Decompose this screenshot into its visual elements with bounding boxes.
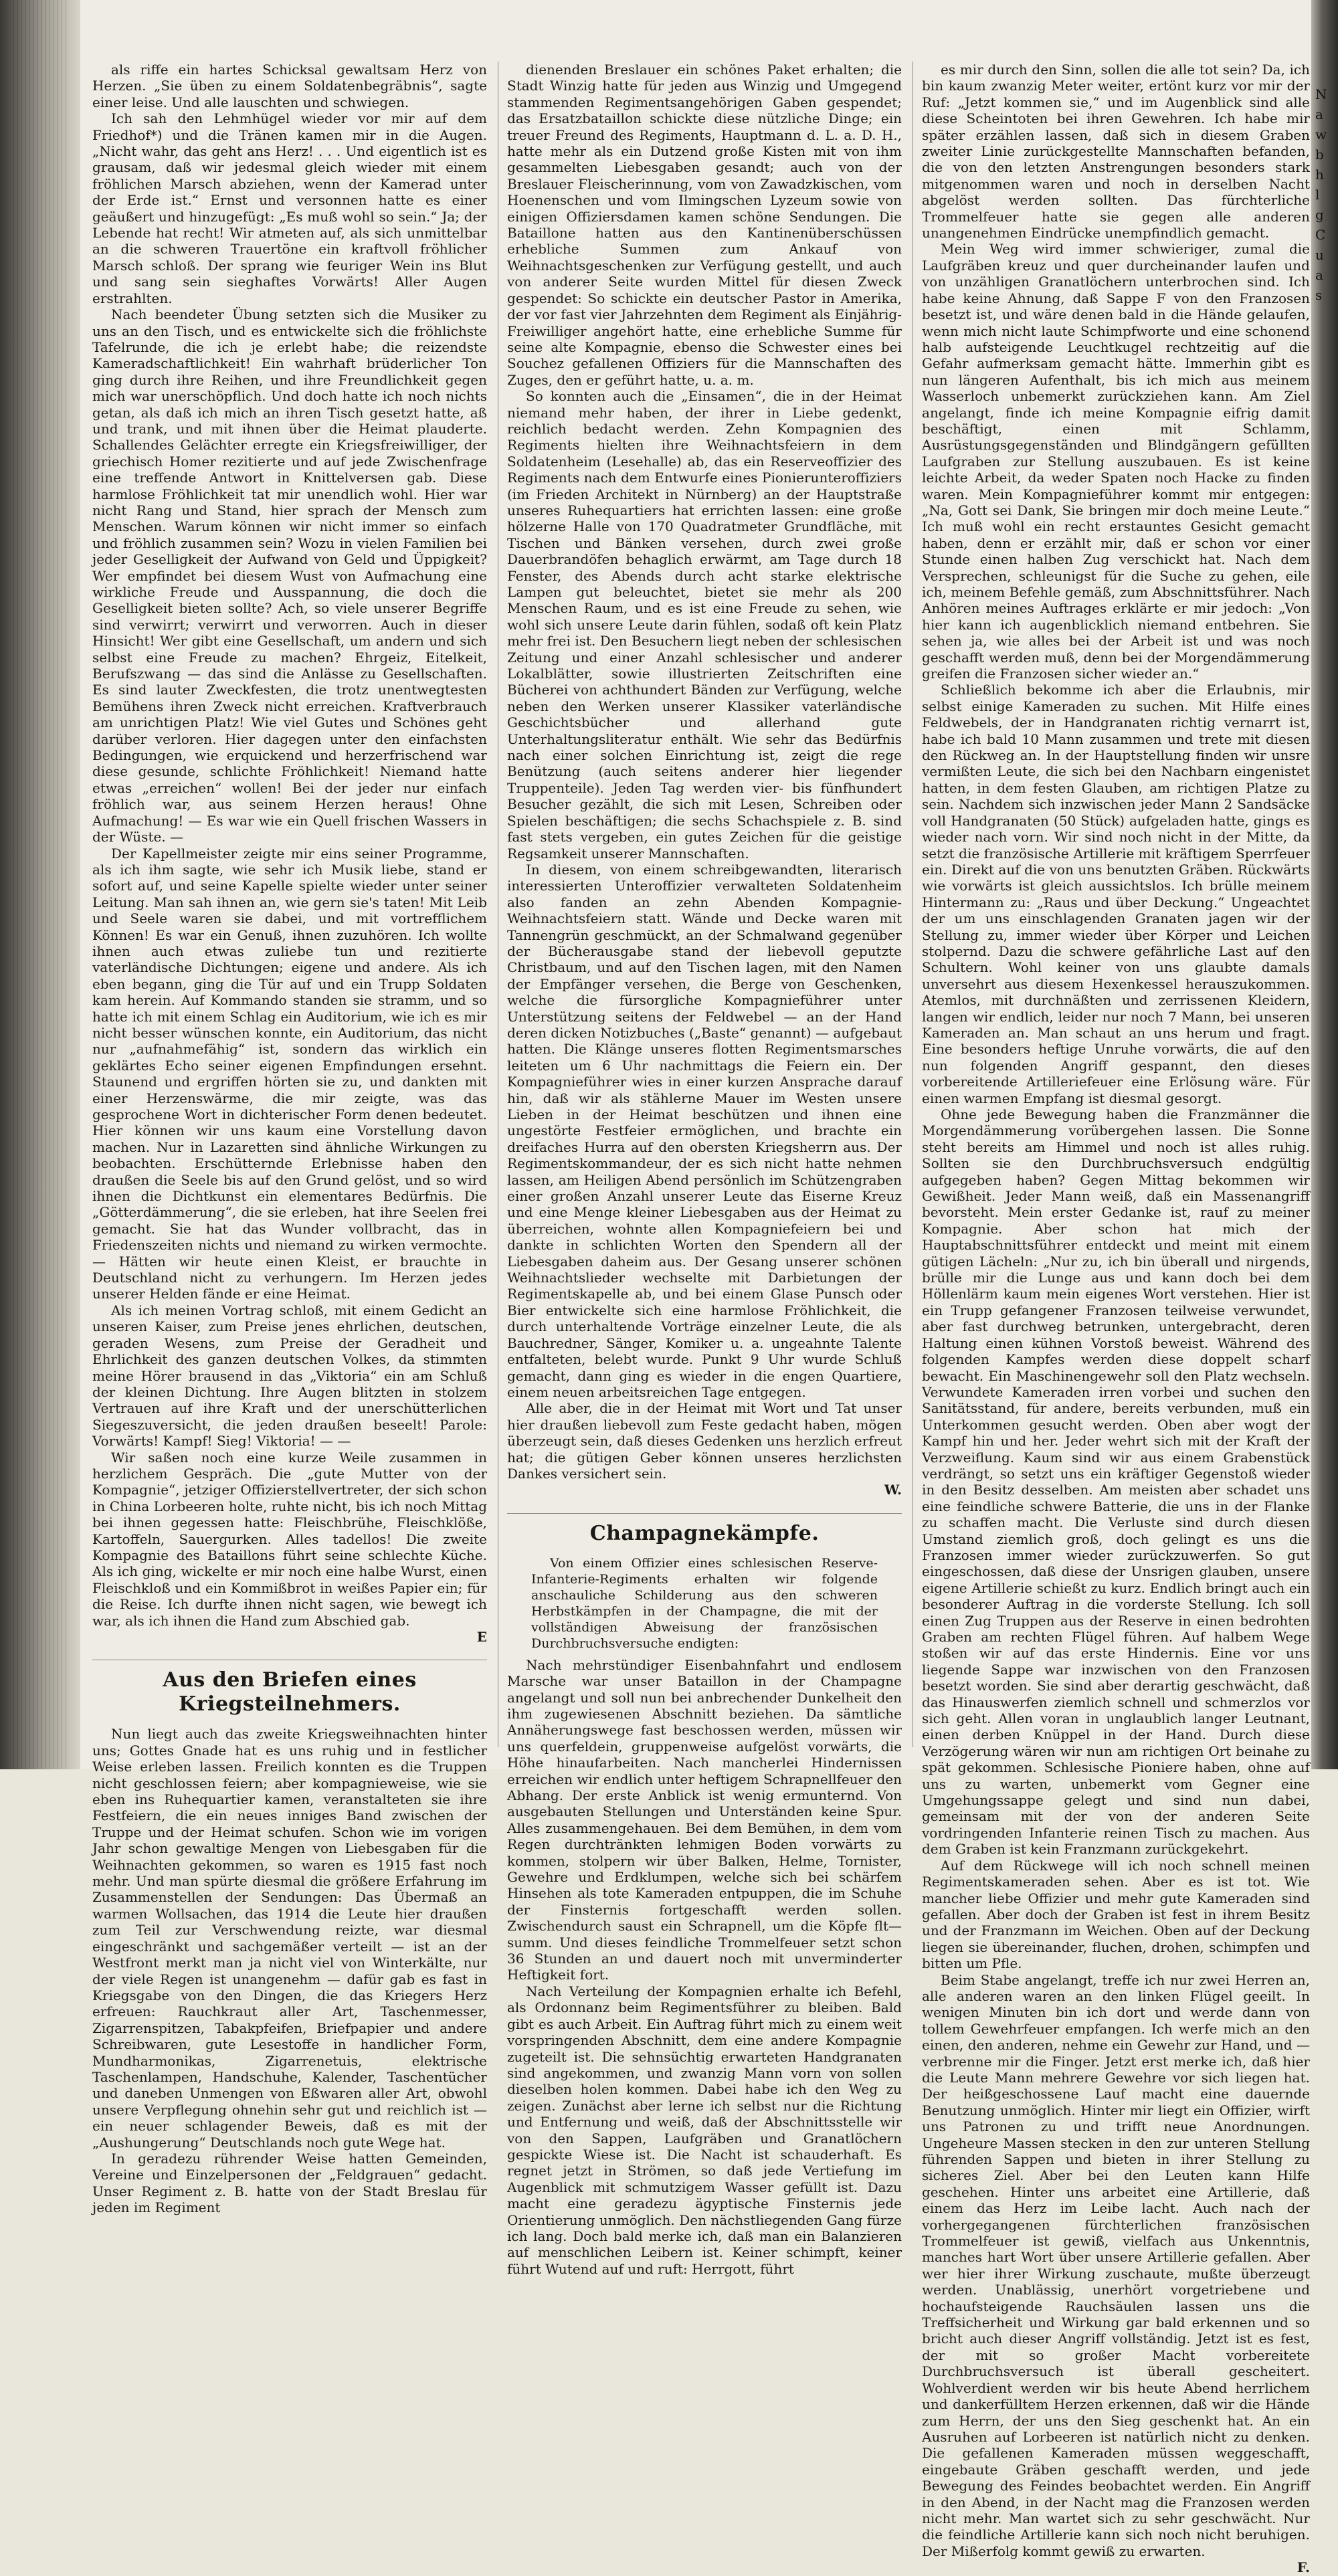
col3-paragraph: Auf dem Rückwege will ich noch schnell meinen Regimentskameraden sehen. Aber es ist tot. Wie mancher liebe Offizier und mehr gute Kameraden sind gefallen. Aber doch der Graben ist fest in ihrem Besitz und der Franzmann im Weichen. Oben auf der Deckung liegen sie übereinander, fluchen, drohen, schimpfen und bitten um Pfle. — [922, 1857, 1310, 1972]
col3-paragraph: Mein Weg wird immer schwieriger, zumal die Laufgräben kreuz und quer durcheinander laufen und von unzähligen Granatlöchern unterbrochen sind. Ich habe keine Ahnung, daß Sappe F von den Franzosen besetzt ist, und wäre denen bald in die Hände gelaufen, wenn mich nicht laute Schimpfworte und eine schonend halb aufsteigende Leuchtkugel rechtzeitig auf die Gefahr aufmerksam gemacht hätte. Immerhin gibt es nun längeren Aufenthalt, bis ich mich aus meinem Wasserloch unbemerkt zurückziehen kann. Am Ziel angelangt, finde ich meine Kompagnie eifrig damit beschäftigt, einen mit Schlamm, Ausrüstungsgegenständen und Blindgängern gefüllten Laufgraben zur Stellung auszubauen. Es ist keine leichte Arbeit, da weder Spaten noch Hacke zu finden waren. Mein Kompagnieführer kommt mir entgegen: „Na, Gott sei Dank, Sie bringen mir doch meine Leute.“ Ich muß wohl ein recht erstauntes Gesicht gemacht haben, denn er erzählt mir, daß er schon vor einer Stunde einen halben Zug verschickt hat. Nach dem Versprechen, schleunigst für die Suche zu gehen, eile ich, meinem Befehle gemäß, zum Abschnittsführer. Nach Anhören meines Auftrages erklärte er mir jedoch: „Von hier kann ich augenblicklich niemand entbehren. Sie sehen ja, wie alles bei der Arbeit ist und was noch geschafft werden muß, denn bei der Morgendämmerung greifen die Franzosen sicher wieder an.“ — [922, 241, 1310, 682]
next-page-letter: a — [1315, 267, 1323, 283]
col2-paragraph: In diesem, von einem schreibgewandten, literarisch interessierten Unteroffizier verwalteten Soldatenheim also fanden an zehn Abenden Kompagnie-Weihnachtsfeiern statt. Wände und Decke waren mit Tannengrün geschmückt, an der Schmalwand gegenüber der Bücherausgabe stand der liebevoll geputzte Christbaum, und auf den Tischen lagen, mit den Namen der Empfänger versehen, die Berge von Geschenken, welche die fürsorgliche Kompagnieführer unter Unterstützung seitens der Feldwebel — an der Hand deren dicken Notizbuches („Baste“ genannt) — aufgebaut hatten. Die Klänge unseres flotten Regimentsmarsches leiteten um 6 Uhr nachmittags die Feiern ein. Der Kompagnieführer wies in einer kurzen Ansprache darauf hin, daß wir als stählerne Mauer im Westen unsere Lieben in der Heimat beschützen und ihnen eine ungestörte Festfeier ermöglichen, und brachte ein dreifaches Hurra auf den obersten Kriegsherrn aus. Der Regimentskommandeur, der es sich nicht hatte nehmen lassen, am Heiligen Abend persönlich im Schützengraben einer großen Anzahl unserer Leute das Eiserne Kreuz und eine Menge kleiner Liebesgaben aus der Heimat zu überreichen, wohnte allen Kompagniefeiern bei und dankte in schlichten Worten den Spendern all der Liebesgaben daheim aus. Der Gesang unserer schönen Weihnachtslieder wechselte mit Darbietungen der Regimentskapelle ab, und bei einem Glase Punsch oder Bier entwickelte sich eine harmlose Fröhlichkeit, die durch unterhaltende Vorträge einzelner Leute, die als Bauchredner, Sänger, Komiker u. a. ungeahnte Talente entfalteten, belebt wurde. Punkt 9 Uhr wurde Schluß gemacht, dann ging es wieder in die engen Quartiere, einem neuen arbeitsreichen Tage entgegen. — [507, 861, 902, 1400]
next-page-letter: l — [1315, 187, 1320, 203]
column-1-body — [92, 62, 487, 1629]
next-page-letter: a — [1315, 106, 1323, 122]
next-page-edge — [1311, 0, 1338, 1769]
next-page-letter: C — [1315, 227, 1326, 243]
col1-paragraph: Der Kapellmeister zeigte mir eins seiner Programme, als ich ihm sagte, wie sehr ich Musik liebe, stand er sofort auf, und seine Kapelle spielte wieder unter seiner Leitung. Man sah ihnen an, wie gern sie's taten! Mit Leib und Seele waren sie dabei, und mit vortrefflichem Können! Es war ein Genuß, ihnen zuzuhören. Ich wollte ihnen auch etwas zuliebe tun und rezitierte vaterländische Dichtungen; eigene und andere. Als ich eben begann, ging die Tür auf und ein Trupp Soldaten kam herein. Auf Kommando standen sie stramm, und so hatte ich mit einem Schlag ein Auditorium, wie ich es mir nicht besser wünschen konnte, ein Auditorium, das nicht nur „aufnahmefähig“ ist, sondern das wirklich ein geklärtes Echo seiner eigenen Empfindungen ersehnt. Staunend und ergriffen hörten sie zu, und dankten mit einer Herzenswärme, die mir zeigte, was das gesprochene Wort in dichterischer Form denen bedeutet. Hier können wir uns kaum eine Vorstellung davon machen. Nur in Lazaretten sind ähnliche Wirkungen zu beobachten. Erschütternde Erlebnisse haben den draußen die Seele bis auf den Grund gelöst, und so wird ihnen die Dichtkunst ein elementares Bedürfnis. Die „Götterdämmerung“, die sie erleben, hat ihre Seelen frei gemacht. Sie hat das Wunder vollbracht, das in Friedenszeiten nichts und niemand zu wirken vermochte. — Hätten wir heute einen Kleist, er brauchte in Deutschland nicht zu verhungern. Im Herzen jedes unserer Helden fände er eine Heimat. — [92, 845, 487, 1302]
col1-paragraph: Nach beendeter Übung setzten sich die Musiker zu uns an den Tisch, und es entwickelte sich die fröhlichste Tafelrunde, die ich je erlebt habe; die reizendste Kameradschaftlichkeit! Ein wahrhaft brüderlicher Ton ging durch ihre Reihen, und ihre Freundlichkeit gegen mich war unerschöpflich. Und doch hatte ich noch nichts getan, als daß ich mich an ihren Tisch gesetzt hatte, aß und trank, und mit ihnen über die Heimat plauderte. Schallendes Gelächter erregte ein Kriegsfreiwilliger, der griechisch Homer rezitierte und auf jede Zwischenfrage eine treffende Antwort in Knittelversen gab. Diese harmlose Fröhlichkeit tat mir unendlich wohl. Hier war nicht Rang und Stand, hier sprach der Mensch zum Menschen. Warum können wir nicht immer so einfach und fröhlich zusammen sein? Wozu in vielen Familien bei jeder Geselligkeit der Aufwand von Geld und Üppigkeit? Wer empfindet bei diesem Wust von Aufmachung eine wirkliche Freude und Ausspannung, die doch die Geselligkeit bieten sollte? Ach, so viele unserer Begriffe sind verwirrt; verwirrt und verworren. Auch in dieser Hinsicht! Wer gibt eine Gesellschaft, um andern und sich selbst eine Freude zu machen? Ehrgeiz, Eitelkeit, Berufszwang — das sind die Anlässe zu Gesellschaften. Es sind lauter Zweckfesten, die trotz unentwegtesten Bemühens ihren Zweck nicht erreichen. Kraftverbrauch am unrichtigen Platz! Wie viel Gutes und Schönes geht darüber verloren. Hier dagegen unter den einfachsten Bedingungen, wie erquickend und herzerfrischend war diese gesunde, schlichte Fröhlichkeit! Niemand hatte etwas „erreichen“ wollen! Bei der jeder nur einfach fröhlich war, aus seinem Herzen heraus! Ohne Aufmachung! — Es war wie ein Quell frischen Wassers in der Wüste. — — [92, 306, 487, 846]
col2-paragraph: dienenden Breslauer ein schönes Paket erhalten; die Stadt Winzig hatte für jeden aus Winzig und Umgegend stammenden Regimentsangehörigen Gaben gespendet; das Ersatzbataillon schickte diese nützliche Dinge; ein treuer Freund des Regiments, Hauptmann d. L. a. D. H., hatte mehr als ein Dutzend große Kisten mit von ihm gesammelten Liebesgaben gesandt; auch von der Breslauer Fleischerinnung, vom von Zawadzkischen, vom Hoenenschen und vom Ilmingschen Lyzeum sowie von einigen Offiziersdamen kamen schöne Sendungen. Die Bataillone hatten aus den Kantinenüberschüssen erhebliche Summen zum Ankauf von Weihnachtsgeschenken zur Verfügung gestellt, und auch von anderer Seite wurden Mittel für diesen Zweck gespendet: So schickte ein deutscher Pastor in Amerika, der vor fast vier Jahrzehnten dem Regiment als Einjährig-Freiwilliger angehört hatte, eine erhebliche Summe für seine alte Kompagnie, ebenso die Schwester eines bei Souchez gefallenen Offiziers für die Mannschaften des Zuges, den er geführt hatte, u. a. m. — [507, 62, 902, 388]
col3-paragraph: Ohne jede Bewegung haben die Franzmänner die Morgendämmerung vorübergehen lassen. Die Sonne steht bereits am Himmel und noch ist alles ruhig. Sollten sie den Durchbruchsversuch endgültig aufgegeben haben? Gegen Mittag bekommen wir Gewißheit. Jeder Mann weiß, daß ein Massenangriff bevorsteht. Mein erster Gedanke ist, rauf zu meiner Kompagnie. Aber schon hat mich der Hauptabschnittsführer entdeckt und meint mit einem gütigen Lächeln: „Nur zu, ich bin überall und nirgends, brülle mir die Lunge aus und kann doch bei dem Höllenlärm kaum mein eigenes Wort verstehen. Hier ist ein Trupp gefangener Franzosen teilweise verwundet, aber fast durchweg betrunken, untergebracht, deren Haltung einen kühnen Vorstoß beweist. Während des folgenden Kampfes werden diese doppelt scharf bewacht. Ein Maschinengewehr soll den Platz wechseln. Verwundete Kameraden irren vorbei und suchen den Sanitätsstand, für andere, bereits verbunden, muß ein Unterkommen gesucht werden. Oben aber wogt der Kampf hin und her. Jeder wehrt sich mit der Kraft der Verzweiflung. Kaum sind wir aus einem Grabenstück verdrängt, so setzt uns ein kräftiger Gegenstoß wieder in den Besitz desselben. Am meisten aber schadet uns eine feindliche schwere Batterie, die uns in der Flanke zu schaffen macht. Die Verluste sind durch diesen Umstand ziemlich groß, doch gelingt es uns die Franzosen immer wieder zurückzuwerfen. So gut eingeschossen, daß diese der Unsrigen glauben, unsere eigene Artillerie schießt zu kurz. Endlich bringt auch ein besonderer Auftrag in die vorderste Stellung. Ich soll einen Zug Truppen aus der Reserve in einen bedrohten Graben am rechten Flügel führen. Auf halbem Wege stoßen wir auf das erste Hindernis. Eine vor uns liegende Sappe war inzwischen von den Franzosen besetzt worden. Sie sind aber derartig geschwächt, daß das Hinauswerfen ziemlich schnell und schmerzlos vor sich geht. Allen voran in unglaublich langer Leutnant, einen derben Knüppel in der Hand. Durch diese Verzögerung wären wir nun am richtigen Ort beinahe zu spät gekommen. Schlesische Pioniere haben, ohne auf uns zu warten, unbemerkt vom Gegner eine Umgehungssappe gelegt und sind nun dabei, gemeinsam mit der von der anderen Seite vordringenden Infanterie reinen Tisch zu machen. Aus dem Graben ist kein Franzmann zurückgekehrt. — [922, 1106, 1310, 1858]
col3-paragraph: es mir durch den Sinn, sollen die alle tot sein? Da, ich bin kaum zwanzig Meter weiter, ertönt kurz vor mir der Ruf: „Jetzt kommen sie,“ und im Augenblick sind alle diese Scheintoten bei ihren Gewehren. Ich habe mir später erzählen lassen, daß sich in diesem Graben zweiter Linie zurückgestellte Mannschaften befanden, die von den letzten Anstrengungen besonders stark mitgenommen waren und noch in derselben Nacht abgelöst werden sollten. Das fürchterliche Trommelfeuer hatte sie gegen alle anderen unangenehmen Eindrücke unempfindlich gemacht. — [922, 62, 1310, 241]
col2b-paragraph: Nach Verteilung der Kompagnien erhalte ich Befehl, als Ordonnanz beim Regimentsführer zu bleiben. Bald gibt es auch Arbeit. Ein Auftrag führt mich zu einem weit vorspringenden Abschnitt, dem eine andere Kompagnie zugeteilt ist. Die sehnsüchtig erwarteten Handgranaten sind angekommen, und zwanzig Mann vorn von sollen dieselben holen kommen. Dabei habe ich den Weg zu zeigen. Zunächst aber lerne ich selbst nur die Richtung und Entfernung und weiß, daß der Abschnittsstelle wir von den Sappen, Laufgräben und Granatlöchern gespickte Wiese ist. Die Nacht ist schauderhaft. Es regnet jetzt in Strömen, so daß jede Vertiefung im Augenblick mit schmutzigem Wasser gefüllt ist. Dazu macht eine geradezu ägyptische Finsternis jede Orientierung unmöglich. Den nächstliegenden Gang fürze ich lang. Doch bald merke ich, daß man ein Balanzieren auf menschlichen Leibern ist. Keiner schimpft, keiner führt Wutend auf und ruft: Herrgott, führt — [507, 1983, 902, 2277]
col1-paragraph: Als ich meinen Vortrag schloß, mit einem Gedicht an unseren Kaiser, zum Preise jenes ehrlichen, deutschen, geraden Wesens, zum Preise der Geradheit und Ehrlichkeit des ganzen deutschen Volkes, da stimmten meine Hörer brausend in das „Viktoria“ ein am Schluß der kleinen Dichtung. Ihre Augen blitzten in stolzem Vertrauen auf ihre Kraft und der unerschütterlichen Siegeszuversicht, die jeden draußen beseelt! Parole: Vorwärts! Kampf! Sieg! Viktoria! — — — [92, 1302, 487, 1450]
col1-paragraph: Ich sah den Lehmhügel wieder vor mir auf dem Friedhof*) und die Tränen kamen mir in die Augen. „Nicht wahr, das geht ans Herz! . . . Und eigentlich ist es grausam, daß wir jedesmal gleich wieder mit einem fröhlichen Marsch abziehen, wenn der Kamerad unter der Erde ist.“ Ernst und versonnen hatte es einer geäußert und hinzugefügt: „Es muß wohl so sein.“ Ja; der Lebende hat recht! Wir atmeten auf, als sich unmittelbar an die schweren Trauertöne ein kraftvoll fröhlicher Marsch schloß. Der sprang wie feuriger Wein ins Blut und sang sein sieghaftes Vorwärts! Aller Augen erstrahlten. — [92, 110, 487, 306]
column-2-body-2 — [507, 1657, 902, 2277]
column-3-body — [922, 62, 1310, 2559]
column-2 — [507, 62, 902, 2277]
col1b-paragraph: In geradezu rührender Weise hatten Gemeinden, Vereine und Einzelpersonen der „Feldgrauen“ gedacht. Unser Regiment z. B. hatte von der Stadt Breslau für jeden im Regiment — [92, 2150, 487, 2216]
next-page-letter: h — [1315, 167, 1324, 183]
col1-paragraph: als riffe ein hartes Schicksal gewaltsam Herz von Herzen. „Sie üben zu einem Soldatenbegräbnis“, sagte einer leise. Und alle lauschten und schwiegen. — [92, 62, 487, 110]
binding-lines — [13, 0, 67, 1769]
column-3 — [922, 62, 1310, 2576]
column-2-body — [507, 62, 902, 1482]
next-page-letter: g — [1315, 207, 1324, 223]
column-1-signature: E — [476, 1629, 487, 1645]
column-3-signature: F. — [1297, 2559, 1310, 2576]
col1b-paragraph: Nun liegt auch das zweite Kriegsweihnachten hinter uns; Gottes Gnade hat es uns ruhig und in festlicher Weise erleben lassen. Freilich konnten es die Truppen nicht geschlossen feiern; aber kompagnieweise, wie sie eben ins Ruhequartier kamen, veranstalteten sie ihre Festfeiern, die ein neues inniges Band zwischen der Truppe und der Heimat schufen. Schon wie im vorigen Jahr schon gewaltige Mengen von Liebesgaben für die Weihnachten gekommen, so waren es 1915 fast noch mehr. Und man spürte diesmal die größere Erfahrung im Zusammenstellen der Sendungen: Das Übermaß an warmen Wollsachen, das 1914 die Leute hier draußen zum Teil zur Verschwendung reizte, war diesmal eingeschränkt und sachgemäßer verteilt — ist an der Westfront merkt man ja nicht viel von Winterkälte, nur der viele Regen ist unangenehm — dafür gab es fast in Kriegsgabe von den Dingen, die das Kriegers Herz erfreuen: Rauchkraut aller Art, Taschenmesser, Zigarrenspitzen, Tabakpfeifen, Briefpapier und andere Schreibwaren, gute Lesestoffe in handlicher Form, Mundharmonikas, Zigarrenetuis, elektrische Taschenlampen, Handschuhe, Kalender, Taschentücher und daneben Unmengen von Eßwaren aller Art, obwohl unsere Verpflegung ohnehin sehr gut und reichlich ist — ein neuer schlagender Beweis, daß es mit der „Aushungerung“ Deutschlands noch gute Wege hat. — [92, 1726, 487, 2151]
col2b-paragraph: Nach mehrstündiger Eisenbahnfahrt und endlosem Marsche war unser Bataillon in der Champagne angelangt und soll nun bei anbrechender Dunkelheit den ihm zugewiesenen Abschnitt beziehen. Da sämtliche Annäherungswege fast beschossen werden, müssen wir uns querfeldein, gruppenweise aufgelöst vorwärts, die Höhe hinaufarbeiten. Nach mancherlei Hindernissen erreichen wir endlich unter heftigem Schrapnellfeuer den Abhang. Der erste Anblick ist wenig ermunternd. Von ausgebauten Stellungen und Unterständen keine Spur. Alles zusammengehauen. Bei dem Bemühen, in dem vom Regen durchtränkten lehmigen Boden vorwärts zu kommen, stolpern wir über Balken, Helme, Tornister, Gewehre und Erdklumpen, welche sich bei schärfem Hinsehen als tote Kameraden entpuppen, die im Schuhe der Finsternis fortgeschafft werden sollen. Zwischendurch saust ein Schrapnell, um die Köpfe flt—summ. Und dieses feindliche Trommelfeuer setzt schon 36 Stunden an und dauert noch mit unverminderter Heftigkeit fort. — [507, 1656, 902, 1983]
col3-paragraph: Schließlich bekomme ich aber die Erlaubnis, mir selbst einige Kameraden zu suchen. Mit Hilfe eines Feldwebels, der in Handgranaten richtig vernarrt ist, habe ich bald 10 Mann zusammen und trete mit diesen den Rückweg an. In der Hauptstellung finden wir unsre vermißten Leute, die sich bei den Nachbarn eingenistet hatten, in dem festen Glauben, am richtigen Platze zu sein. Nachdem sich inzwischen jeder Mann 2 Sandsäcke voll Handgranaten (50 Stück) aufgeladen hatte, gings es wieder nach vorn. Wir sind noch nicht in der Mitte, da setzt die französische Artillerie mit kräftigem Sperrfeuer ein. Direkt auf die von uns benutzten Gräben. Rückwärts wie vorwärts ist gleich aussichtslos. Ich brülle meinem Hintermann zu: „Raus und über Deckung.“ Ungeachtet der um uns einschlagenden Granaten jagen wir der Stellung zu, immer wieder über Körper und Leichen stolpernd. Dazu die schwere gefährliche Last auf den Schultern. Wohl keiner von uns glaubte damals unversehrt aus diesem Hexenkessel herauszukommen. Atemlos, mit durchnäßten und zerrissenen Kleidern, langen wir endlich, leider nur noch 7 Mann, bei unseren Kameraden an. Man schaut an uns herum und fragt. Eine besonders heftige Unruhe vorwärts, die auf den nun folgenden Angriff gespannt, den dieses vorbereitende Artilleriefeuer eine Erlösung wäre. Für einen warmen Empfang ist diesmal gesorgt. — [922, 682, 1310, 1106]
col2-paragraph: So konnten auch die „Einsamen“, die in der Heimat niemand mehr haben, der ihrer in Liebe gedenkt, reichlich bedacht werden. Zehn Kompagnien des Regiments hielten ihre Weihnachtsfeiern in dem Soldatenheim (Lesehalle) ab, das ein Reserveoffizier des Regiments nach dem Entwurfe eines Pionierunteroffiziers (im Frieden Architekt in Nürnberg) an der Hauptstraße unseres Ruhequartiers hat errichten lassen: eine große hölzerne Halle von 170 Quadratmeter Grundfläche, mit Tischen und Bänken versehen, durch zwei große Dauerbrandöfen behaglich erwärmt, am Tage durch 18 Fenster, des Abends durch acht starke elektrische Lampen gut beleuchtet, bietet sie mehr als 200 Menschen Raum, und es ist eine Freude zu sehen, wie wohl sich unsere Leute darin fühlen, sodaß oft kein Platz mehr frei ist. Den Besuchern liegt neben der schlesischen Zeitung und einer Anzahl schlesischer und anderer Lokalblätter, sowie illustrierten Zeitschriften eine Bücherei von achthundert Bänden zur Verfügung, welche neben den Werken unserer Klassiker vaterländische Geschichtsbücher und allerhand gute Unterhaltungsliteratur enthält. Wie sehr das Bedürfnis nach einer solchen Einrichtung ist, zeigt die rege Benützung (auch seitens anderer hier liegender Truppenteile). Jeden Tag werden vier- bis fünfhundert Besucher gezählt, die sich mit Lesen, Schreiben oder Spielen beschäftigen; die sechs Schachspiele z. B. sind fast stets vergeben, ein gutes Zeichen für die geistige Regsamkeit unserer Mannschaften. — [507, 388, 902, 862]
column-1 — [92, 62, 487, 2216]
col2-paragraph: Alle aber, die in der Heimat mit Wort und Tat unser hier draußen liebevoll zum Feste gedacht haben, mögen überzeugt sein, daß dieses Gedenken uns herzlich erfreut hat; die gütigen Geber können unseres herzlichsten Dankes versichert sein. — [507, 1400, 902, 1482]
col3-paragraph: Beim Stabe angelangt, treffe ich nur zwei Herren an, alle anderen waren an den linken Flügel geeilt. In wenigen Minuten bin ich dort und werde dann von tollem Gewehrfeuer empfangen. Ich werfe mich an den einen, den anderen, nehme ein Gewehr zur Hand, und — verbrenne mir die Finger. Jetzt erst merke ich, daß hier die Leute Mann mehrere Gewehre vor sich liegen hat. Der heißgeschossene Lauf macht eine dauernde Benutzung unmöglich. Hinter mir liegt ein Offizier, wirft uns Patronen zu und trifft neue Anordnungen. Ungeheure Massen stecken in den zur unteren Stellung führenden Sappen und bieten in ihrer Stellung zu sicheres Ziel. Aber bei den Leuten kann Hilfe geschehen. Hinter uns arbeitet eine Artillerie, daß einem das Herz im Leibe lacht. Auch nach der vorhergegangenen fürchterlichen französischen Trommelfeuer ist gewiß, vielfach aus Unkenntnis, manches hart Wort über unsere Artillerie gefallen. Aber wer hier ihrer Wirkung zuschaute, mußte überzeugt werden. Unablässig, unerhört vorgetriebene und hochaufsteigende Rauchsäulen lassen uns die Treffsicherheit und Wirkung gar bald erkennen und so bricht auch dieser Angriff vollständig. Jetzt ist es fest, der mit so großer Macht vorbereitete Durchbruchsversuch ist überall gescheitert. Wohlverdient werden wir bis heute Abend herrlichem und dankerfülltem Herzen erkennen, daß wir die Hände zum Herrn, der uns den Sieg geschenkt hat. An ein Ausruhen auf Lorbeeren ist natürlich nicht zu denken. Die gefallenen Kameraden müssen weggeschafft, eingebaute Gräben geschafft werden, und jede Bewegung des Feindes beobachtet werden. Ein Angriff in den Abend, in der Nacht mag die Franzosen werden nicht mehr. Man wartet sich zu sehr geschwächt. Nur die feindliche Artillerie kann sich noch nicht beruhigen. Der Mißerfolg kommt gewiß zu erwarten. — [922, 1971, 1310, 2559]
next-page-letter: w — [1315, 126, 1327, 142]
next-page-letter: u — [1315, 247, 1324, 263]
col1-paragraph: Wir saßen noch eine kurze Weile zusammen in herzlichem Gespräch. Die „gute Mutter von der Kompagnie“, jetziger Offizierstellvertreter, der sich schon in China Lorbeeren holte, ruhte nicht, bis ich noch Mittag bei ihnen gegessen hatte: Fleischbrühe, Fleischklöße, Kartoffeln, Sauergurken. Alles tadellos! Die zweite Kompagnie des Bataillons führt seine schlechte Küche. Als ich ging, wickelte er mir noch eine halbe Wurst, einen Fleischkloß und ein Kommißbrot in weißes Papier ein; für die Reise. Ich durfte ihnen nicht sagen, wie bewegt ich war, als ich ihnen die Hand zum Abschied gab. — [92, 1449, 487, 1629]
champagne-heading: Champagnekämpfe. — [507, 1513, 902, 1546]
next-page-letter: b — [1315, 146, 1324, 163]
column-2-signature: W. — [884, 1482, 902, 1498]
column-1-body-2 — [92, 1726, 487, 2215]
letters-heading: Aus den Briefen eines Kriegsteilnehmers. — [92, 1660, 487, 1716]
binding-gutter — [0, 0, 80, 1769]
next-page-letter: s — [1315, 287, 1323, 303]
article-lead: Von einem Offizier eines schlesischen Reserve-Infanterie-Regiments erhalten wir folgende anschauliche Schilderung aus den schweren Herbstkämpfen in der Champagne, die mit der vollständigen Abweisung der französischen Durchbruchsversuche endigten: — [531, 1555, 878, 1651]
next-page-letter: N — [1315, 86, 1327, 102]
